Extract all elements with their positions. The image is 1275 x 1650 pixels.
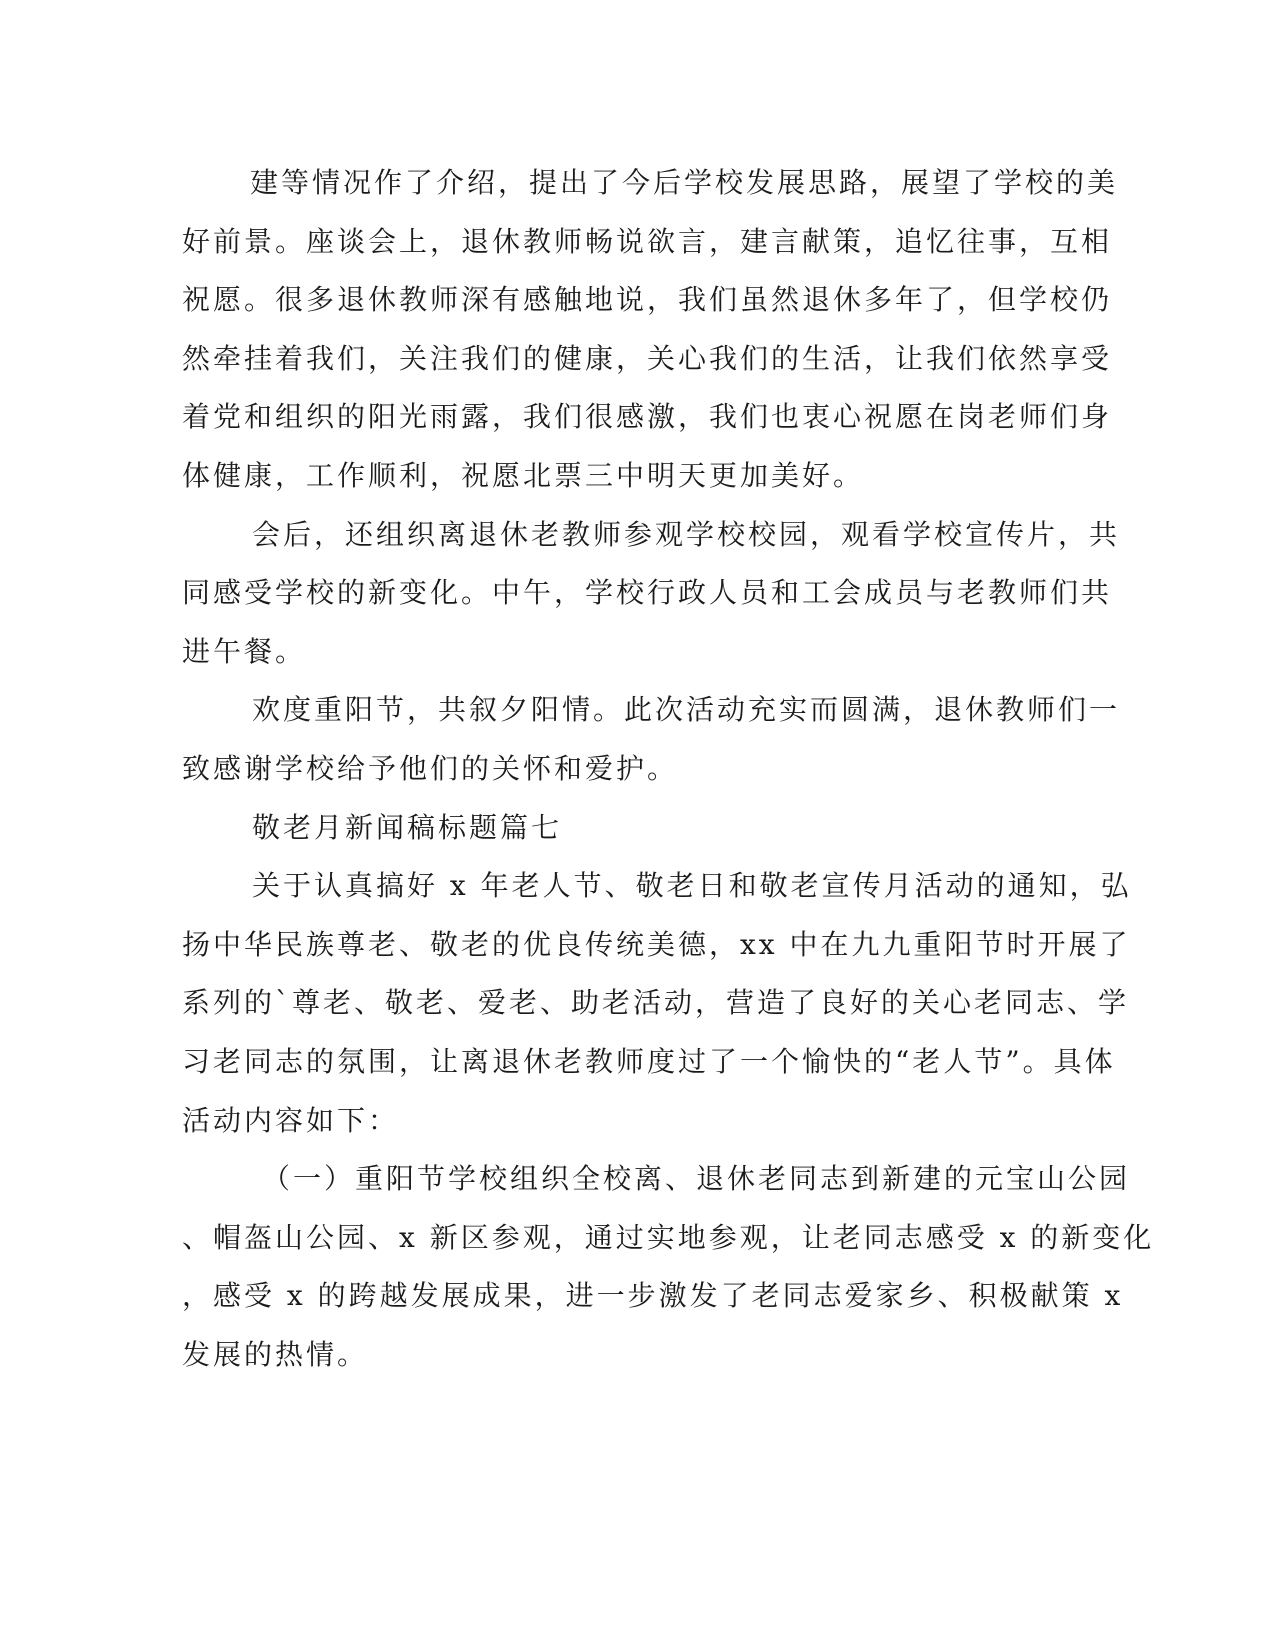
paragraph-line: 致感谢学校给予他们的关怀和爱护。 <box>182 751 679 785</box>
paragraph-line: 好前景。座谈会上，退休教师畅说欲言，建言献策，追忆往事，互相 <box>182 224 1113 258</box>
paragraph-3 <box>182 681 1121 798</box>
paragraph-5 <box>182 857 1132 1150</box>
paragraph-line: 欢度重阳节，共叙夕阳情。此次活动充实而圆满，退休教师们一 <box>252 693 1121 727</box>
paragraph-line: 系列的`尊老、敬老、爱老、助老活动，营造了良好的关心老同志、学 <box>182 986 1130 1020</box>
paragraph-line: 进午餐。 <box>182 634 307 668</box>
paragraph-line: 活动内容如下： <box>182 1103 400 1137</box>
paragraph-line: 关于认真搞好 x 年老人节、敬老日和敬老宣传月活动的通知，弘 <box>252 869 1132 903</box>
paragraph-line: 体健康，工作顺利，祝愿北票三中明天更加美好。 <box>182 458 865 492</box>
paragraph-1 <box>182 154 1119 506</box>
paragraph-2 <box>182 506 1121 682</box>
paragraph-line: ，感受 x 的跨越发展成果，进一步激发了老同志爱家乡、积极献策 x <box>182 1279 1124 1313</box>
document-body <box>182 154 1155 1384</box>
paragraph-line: 扬中华民族尊老、敬老的优良传统美德，xx 中在九九重阳节时开展了 <box>182 927 1131 961</box>
paragraph-line: 建等情况作了介绍，提出了今后学校发展思路，展望了学校的美 <box>250 166 1119 199</box>
paragraph-line: 着党和组织的阳光雨露，我们很感激，我们也衷心祝愿在岗老师们身 <box>182 400 1113 434</box>
section-heading-text: 敬老月新闻稿标题篇七 <box>252 810 563 844</box>
paragraph-line: 同感受学校的新变化。中午，学校行政人员和工会成员与老教师们共 <box>182 576 1113 610</box>
paragraph-line: 然牵挂着我们，关注我们的健康，关心我们的生活，让我们依然享受 <box>182 341 1113 375</box>
section-heading <box>182 799 1032 858</box>
paragraph-6 <box>182 1150 1155 1384</box>
paragraph-line: 习老同志的氛围，让离退休老教师度过了一个愉快的“老人节”。具体 <box>182 1044 1116 1078</box>
paragraph-line: 发展的热情。 <box>182 1337 369 1371</box>
paragraph-line: 祝愿。很多退休教师深有感触地说，我们虽然退休多年了，但学校仍 <box>182 283 1113 317</box>
paragraph-line: 、帽盔山公园、x 新区参观，通过实地参观，让老同志感受 x 的新变化 <box>182 1220 1155 1254</box>
paragraph-line: 会后，还组织离退休老教师参观学校校园，观看学校宣传片，共 <box>252 517 1121 551</box>
paragraph-line: （一）重阳节学校组织全校离、退休老同志到新建的元宝山公园 <box>262 1162 1131 1196</box>
